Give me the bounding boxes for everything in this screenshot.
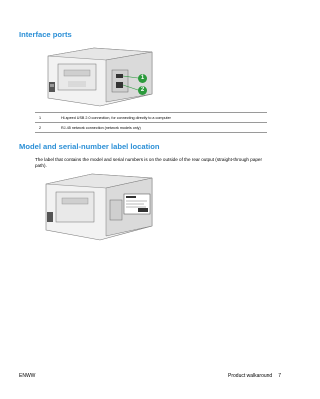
callout-1-badge: 1 (138, 74, 147, 83)
table-row (35, 123, 267, 133)
serial-label-heading: Model and serial-number label location (19, 142, 160, 151)
interface-ports-heading: Interface ports (19, 30, 72, 39)
footer-section-title: Product walkaround (228, 373, 273, 379)
callout-2-badge: 2 (138, 86, 147, 95)
serial-label-paragraph: The label that contains the model and serial numbers is on the outside of the rear output (straight-through paper path). (35, 157, 263, 169)
port-number: 1 (35, 113, 59, 123)
printer-serial-label-illustration (34, 172, 164, 244)
page-number: 7 (278, 373, 281, 379)
table-row (35, 113, 267, 123)
footer-page-info (228, 373, 281, 379)
port-description: Hi-speed USB 2.0 connection, for connecting directly to a computer (59, 113, 267, 123)
serial-number-label-graphic (124, 194, 150, 214)
port-number: 2 (35, 123, 59, 133)
ports-table (35, 112, 267, 133)
footer-brand: ENWW (19, 373, 36, 379)
port-description: RJ-45 network connection (network models only) (59, 123, 267, 133)
